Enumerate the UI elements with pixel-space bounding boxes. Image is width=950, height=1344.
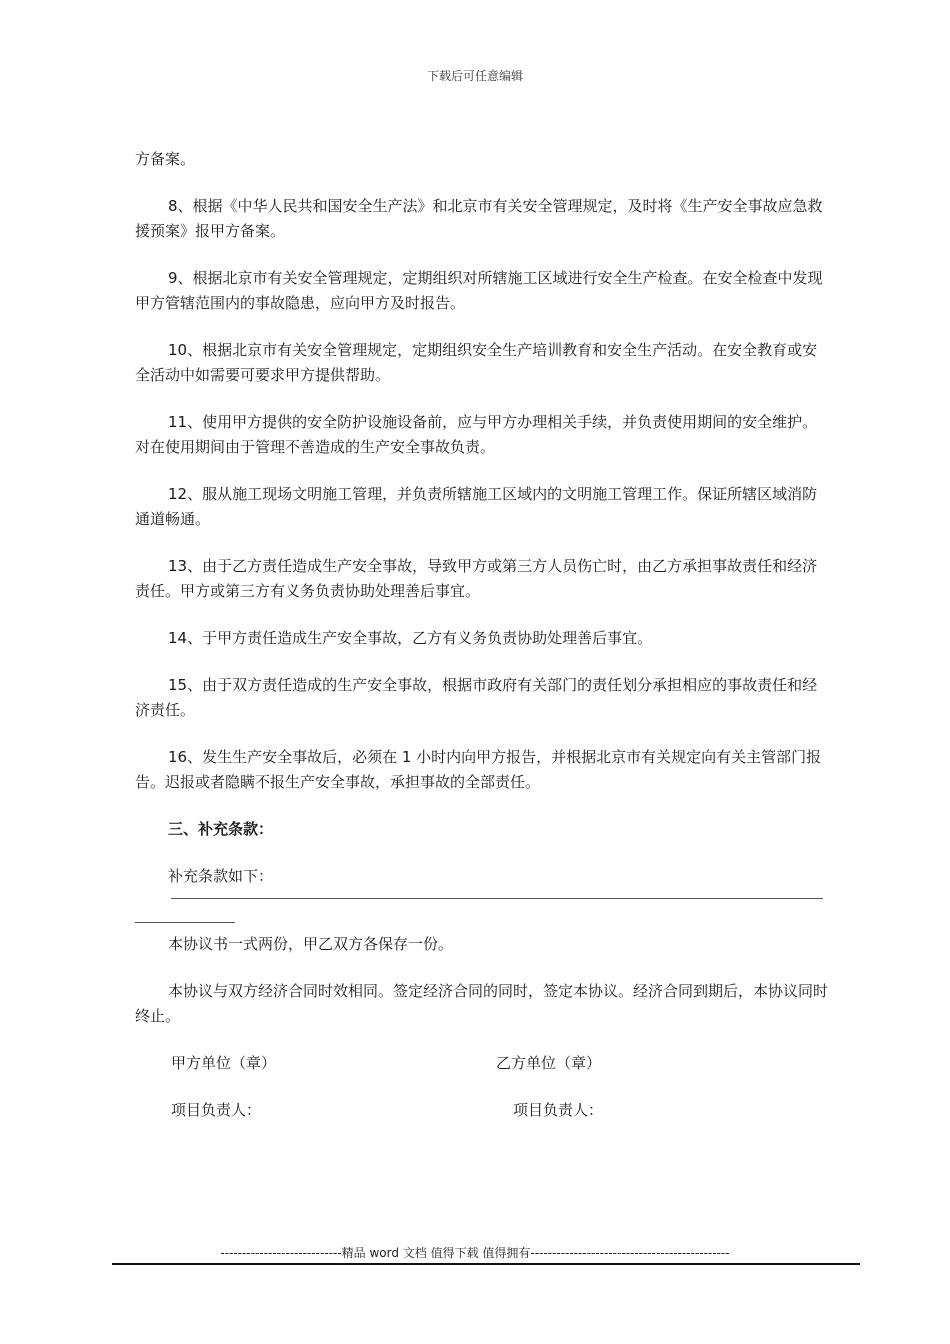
paragraph-continuation: 方备案。 <box>135 150 196 168</box>
closing-copies: 本协议书一式两份，甲乙双方各保存一份。 <box>168 935 454 953</box>
supplement-block <box>135 864 831 916</box>
page-header: 下载后可任意编辑 <box>426 69 523 83</box>
party-b-unit: 乙方单位（章） <box>496 1054 602 1072</box>
clause-15: 15、由于双方责任造成的生产安全事故，根据市政府有关部门的责任划分承担相应的事故责任和经济责任。 <box>135 676 818 719</box>
clause-14: 14、于甲方责任造成生产安全事故，乙方有义务负责协助处理善后事宜。 <box>168 629 653 647</box>
footer-rule <box>112 1263 860 1265</box>
clause-12: 12、服从施工现场文明施工管理，并负责所辖施工区域内的文明施工管理工作。保证所辖区域消防通道畅通。 <box>135 485 818 528</box>
party-a-unit: 甲方单位（章） <box>171 1054 277 1072</box>
signature-row-units <box>135 1051 831 1076</box>
clause-16: 16、发生生产安全事故后，必须在 1 小时内向甲方报告，并根据北京市有关规定向有关主管部门报告。迟报或者隐瞒不报生产安全事故，承担事故的全部责任。 <box>135 748 822 791</box>
page-footer: ----------------------------精品 word 文档 值得下载 值得拥有---------------------------------------------- <box>220 1246 730 1260</box>
fill-in-line <box>171 898 823 899</box>
document-body <box>135 147 831 1145</box>
section-heading: 三、补充条款： <box>168 820 274 838</box>
clause-9: 9、根据北京市有关安全管理规定，定期组织对所辖施工区域进行安全生产检查。在安全检查中发现甲方管辖范围内的事故隐患，应向甲方及时报告。 <box>135 269 823 312</box>
signature-row-managers <box>135 1098 831 1123</box>
clause-13: 13、由于乙方责任造成生产安全事故，导致甲方或第三方人员伤亡时，由乙方承担事故责任和经济责任。甲方或第三方有义务负责协助处理善后事宜。 <box>135 557 818 600</box>
clause-8: 8、根据《中华人民共和国安全生产法》和北京市有关安全管理规定，及时将《生产安全事故应急救援预案》报甲方备案。 <box>135 197 823 240</box>
party-a-manager: 项目负责人： <box>171 1101 262 1119</box>
party-b-manager: 项目负责人： <box>513 1101 604 1119</box>
fill-in-line-continued <box>135 922 235 923</box>
clause-10: 10、根据北京市有关安全管理规定，定期组织安全生产培训教育和安全生产活动。在安全教育或安全活动中如需要可要求甲方提供帮助。 <box>135 341 818 384</box>
clause-11: 11、使用甲方提供的安全防护设施设备前，应与甲方办理相关手续，并负责使用期间的安全维护。对在使用期间由于管理不善造成的生产安全事故负责。 <box>135 413 818 456</box>
supplement-intro: 补充条款如下： <box>168 867 274 885</box>
closing-validity: 本协议与双方经济合同时效相同。签定经济合同的同时，签定本协议。经济合同到期后，本协议同时终止。 <box>135 982 829 1025</box>
